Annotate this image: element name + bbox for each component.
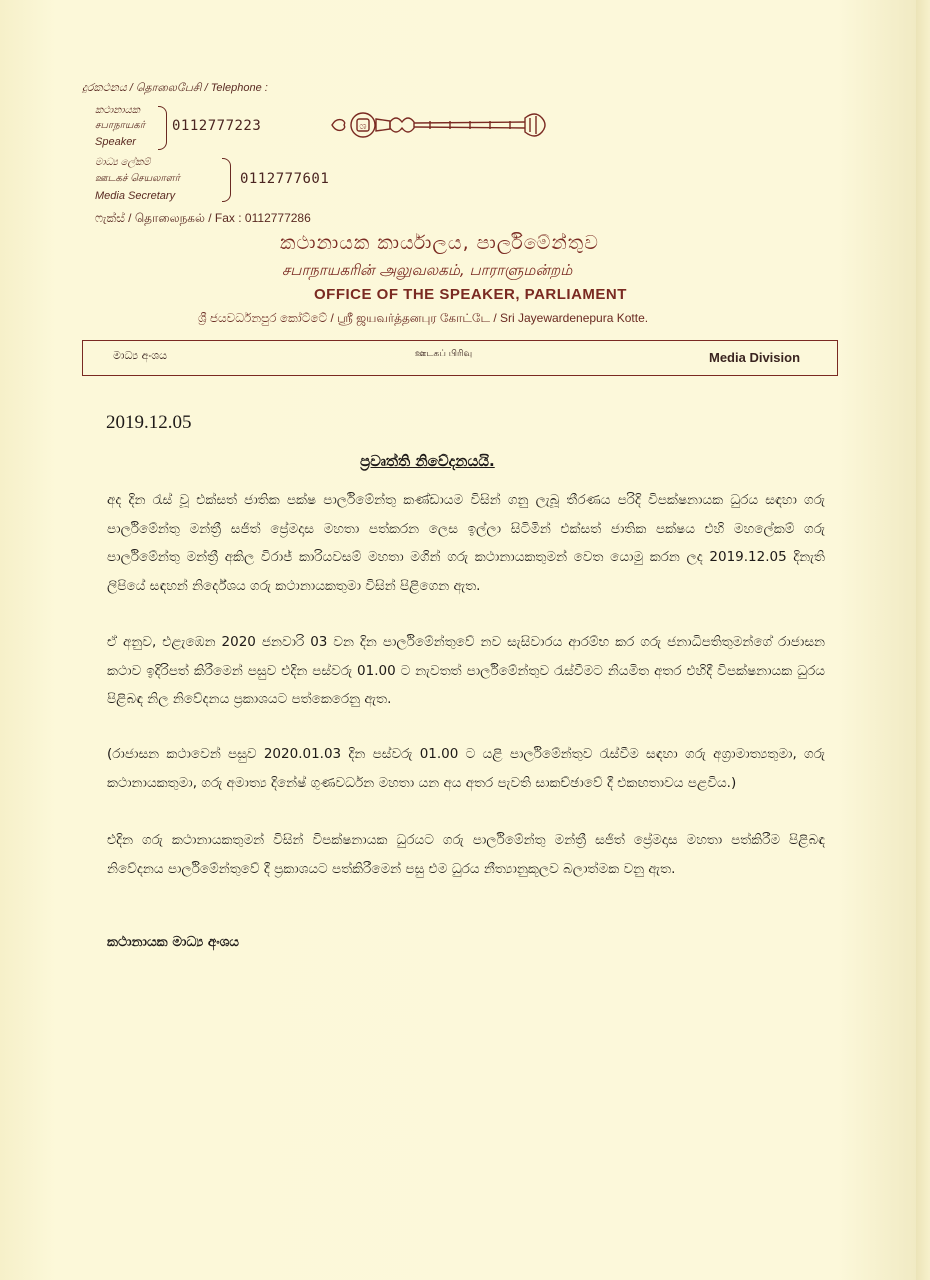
office-address: ශ්‍රී ජයවර්ධනපුර කෝට්ටේ / ஸ்ரீ ஜயவர்த்தனபுர கோட்டே / Sri Jayewardenepura Kotte. [198,311,649,325]
paragraph-2: ඒ අනුව, එළැඹෙන 2020 ජනවාරි 03 වන දින පාර්ලිමේන්තුවේ නව සැසිවාරය ආරම්භ කර ගරු ජනාධිපතිතුමන්ගේ රාජාසන කථාව ඉදිරිපත් කිරීමෙන් පසුව එදින පස්වරු 01.00 ට නැවතත් පාර්ලිමේන්තුව රැස්වීමට නියමිත අතර එහිදී විපක්ෂනායක ධුරය පිළිබඳ නිල නිවේදනය ප්‍රකාශයට පත්කෙරෙනු ඇත. [107,634,825,707]
media-phone: 0112777601 [240,171,330,187]
signature: කථානායක මාධ්‍ය අංශය [107,934,239,950]
speaker-brace [158,106,167,150]
svg-text:ශ: ශ [359,121,367,132]
division-en: Media Division [709,350,801,365]
fax-line: ෆැක්ස් / தொலைநகல் / Fax : 0112777286 [95,211,311,225]
division-ta: ஊடகப் பிரிவு [415,349,473,359]
media-brace [222,158,231,202]
media-ta-label: ஊடகச் செயலாளர் [95,173,180,184]
division-si: මාධ්‍ය අංශය [113,349,167,362]
paper-edge [916,0,930,1280]
parliament-mace-icon [330,100,550,150]
media-si-label: මාධ්‍ය ලේකම් [95,157,151,168]
paragraph-3: (රාජාසන කථාවෙන් පසුව 2020.01.03 දින පස්වරු 01.00 ට යළි පාර්ලිමේන්තුව රැස්වීම සඳහා ගරු අග්‍රාමාත්‍යතුමා, ගරු කථානායකතුමා, ගරු අමාත්‍ය දිනේෂ් ගුණවර්ධන මහතා යන අය අතර පැවති සාකච්ඡාවේ දී එකඟතාවය පළවිය.) [107,746,825,791]
speaker-phone: 0112777223 [172,118,262,134]
speaker-en-label: Speaker [95,136,136,148]
letter-date: 2019.12.05 [106,412,192,433]
office-title-en: OFFICE OF THE SPEAKER, PARLIAMENT [314,286,627,303]
office-title-ta: சபாநாயகரின் அலுவலகம், பாராளுமன்றம் [282,261,573,279]
speaker-si-label: කථානායක [95,105,140,116]
speaker-ta-label: சபாநாயகர் [95,120,146,131]
office-title-si: කථානායක කාර්යාලය, පාර්ලිමේන්තුව [280,232,599,254]
paragraph-1: අද දින රැස් වූ එක්සත් ජාතික පක්ෂ පාර්ලිමේන්තු කණ්ඩායම විසින් ගනු ලැබූ තීරණය පරිදි විපක්ෂනායක ධුරය සඳහා ගරු පාර්ලිමේන්තු මන්ත්‍රී සජිත් ප්‍රේමදාස මහතා පත්කරන ලෙස ඉල්ලා සිටිමින් එක්සත් ජාතික පක්ෂය එහි මහලේකම් ගරු පාර්ලිමේන්තු මන්ත්‍රී අකිල විරාජ් කාරියවසම් මහතා මගින් ගරු කථානායකතුමන් වෙත යොමු කරන ලද 2019.12.05 දිනැති ලිපියේ සඳහන් නිර්දේශය ගරු කථානායකතුමා විසින් පිළිගෙන ඇත. [107,492,825,594]
media-en-label: Media Secretary [95,190,176,202]
letter-title: ප්‍රවෘත්ති නිවේදනයයි. [360,452,495,470]
media-division-box [82,340,838,376]
paragraph-4: එදින ගරු කථානායකතුමන් විසින් විපක්ෂනායක ධුරයට ගරු පාර්ලිමේන්තු මන්ත්‍රී සජිත් ප්‍රේමදාස මහතා පත්කිරීම පිළිබඳ නිවේදනය පාර්ලිමේන්තුවේ දී ප්‍රකාශයට පත්කිරීමෙන් පසු එම ධුරය නීත්‍යානුකූලව බලාත්මක වනු ඇත. [107,832,825,877]
telephone-label: දුරකථනය / தொலைபேசி / Telephone : [82,82,268,94]
